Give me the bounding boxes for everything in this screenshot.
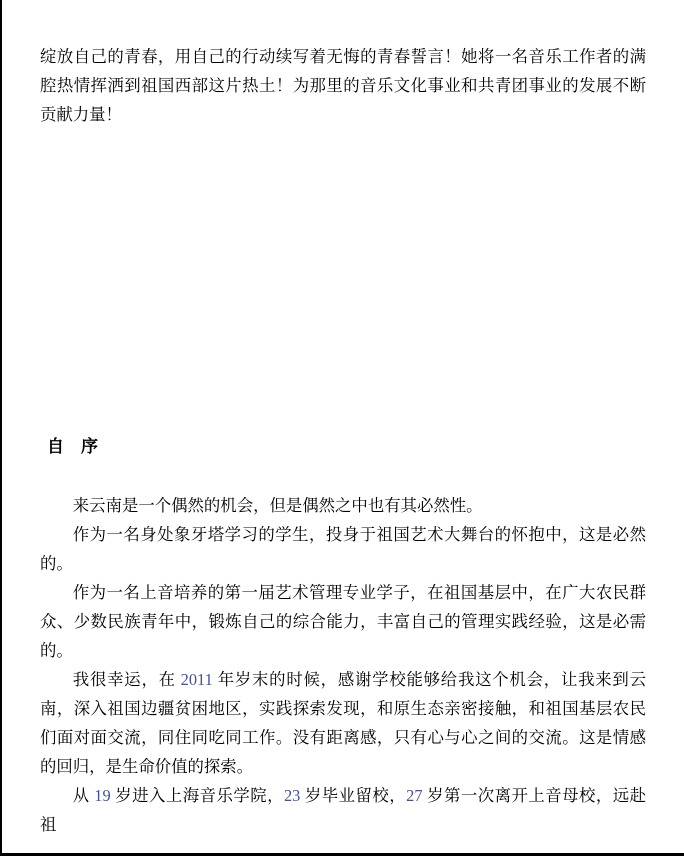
preface-paragraph-5: 从 19 岁进入上海音乐学院，23 岁毕业留校，27 岁第一次离开上音母校，远赴祖 (40, 786, 646, 834)
page-content (40, 42, 646, 839)
preface-paragraph-2: 作为一名身处象牙塔学习的学生，投身于祖国艺术大舞台的怀抱中，这是必然的。 (40, 525, 646, 573)
preface-paragraph-4: 我很幸运，在 2011 年岁末的时候，感谢学校能够给我这个机会，让我来到云南，深入祖国边疆贫困地区，实践探索发现，和原生态亲密接触，和祖国基层农民们面对面交流，同住同吃同工作。没有距离感，只有心与心之间的交流。这是情感的回归，是生命价值的探索。 (40, 670, 646, 776)
preface-paragraph-1: 来云南是一个偶然的机会，但是偶然之中也有其必然性。 (72, 496, 483, 515)
preface-paragraph-3: 作为一名上音培养的第一届艺术管理专业学子，在祖国基层中，在广大农民群众、少数民族青年中，锻炼自己的综合能力，丰富自己的管理实践经验，这是必需的。 (40, 583, 646, 660)
page-border-bottom (0, 853, 684, 856)
page-border-left (0, 0, 2, 856)
preface-title: 自 序 (47, 437, 98, 456)
continuation-paragraph: 绽放自己的青春，用自己的行动续写着无悔的青春誓言！她将一名音乐工作者的满腔热情挥洒到祖国西部这片热土！为那里的音乐文化事业和共青团事业的发展不断贡献力量！ (40, 47, 646, 124)
